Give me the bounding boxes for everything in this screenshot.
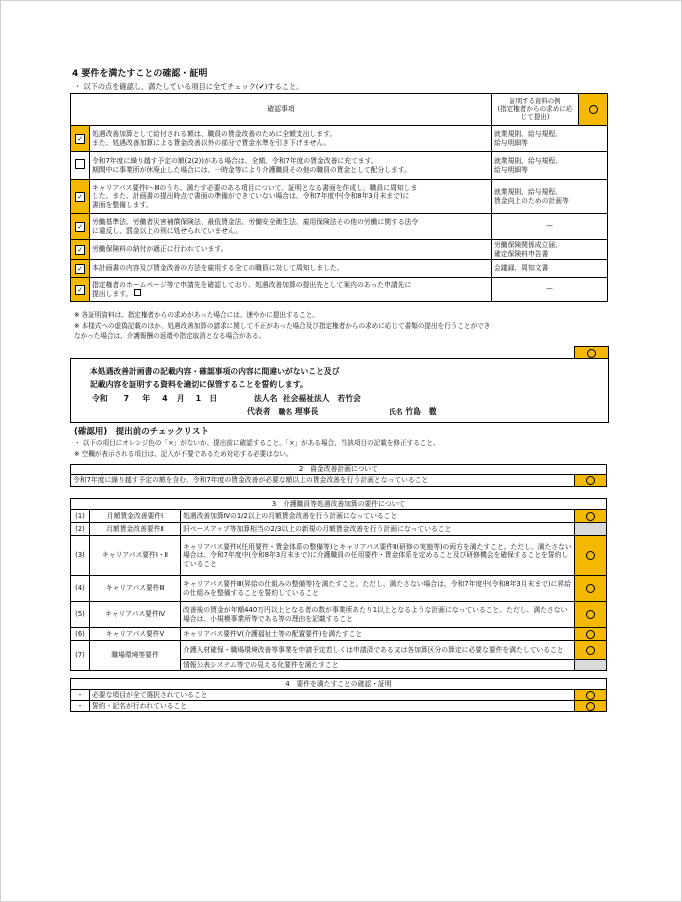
item-text: 必要な項目が全て選択されていること [90,690,575,701]
name-value[interactable]: 竹島 徹 [405,407,437,416]
checklist-sec4-table [70,678,607,712]
checklist-sec3-table [70,498,607,671]
sec2-row-text: 令和7年度に繰り越す予定の額を含む、令和7年度の賃金改善が必要な額以上の賃金改善を行う計画となっていること [71,475,575,487]
status-cell [575,602,607,628]
status-cell [575,510,607,523]
status-cell-blank [575,523,607,536]
name-row: 氏名 竹島 徹 [389,407,437,416]
row-text: 指定権者のホームページ等で申請先を確認しており、処遇改善加算の提出先として案内のあった申請先に 提出します。 [90,278,492,302]
row-number: (3) [71,536,90,576]
row-evidence: — [492,278,608,302]
row-checkbox-cell[interactable] [71,180,90,214]
col-header-item: 確認事項 [71,94,492,126]
bullet: ・ [71,690,90,701]
day-value[interactable]: 1 [195,394,202,403]
corp-name-row: 法人名 社会福祉法人 若竹会 [254,394,361,403]
pledge-date: 令和 7 年 4 月 1 日 [92,394,218,403]
status-cell [575,701,607,712]
corp-name-value[interactable]: 社会福祉法人 若竹会 [282,394,361,403]
year-value[interactable]: 7 [123,394,130,403]
row-text: 本計画書の内容及び賃金改善の方法を雇用する全ての職員に対して周知しました。 [90,260,492,278]
instruction-text: ・ 以下の点を確認し、満たしている項目に全てチェック(✔)すること。 [74,82,304,91]
checklist-bullet-1: ・ 以下の項目にオレンジ色の「×」がないか、提出前に確認すること。「×」がある場合、当該項目の記載を修正すること。 [74,439,440,447]
pledge-line-2: 記載内容を証明する資料を適切に保管することを誓約します。 [90,380,308,389]
requirement-text: 改善後の賃金が年額440万円以上となる者の数が事業所あたり1以上となるような計画になっていること。ただし、満たさない場合は、小規模事業所等である等の理由を記載すること [181,602,575,628]
row-text: 処遇改善加算として給付される額は、職員の賃金改善のために全額支出します。 また、処遇改善加算による賃金改善以外の部分で賃金水準を引き下げません。 [90,126,492,152]
row-number: (6) [71,628,90,641]
row-number: (2) [71,523,90,536]
row-text: キャリアパス要件Ⅰ～Ⅲのうち、満たす必要のある項目について、証明となる書面を作成し、職員に周知しま した。また、計画書の提出時点で書面の準備ができていない場合は、令和7年度中(令和8年3月末まで)に 書面を整備します。 [90,180,492,214]
month-value[interactable]: 4 [162,394,168,403]
row-evidence: 就業規則、給与規程、 賃金向上のための計画等 [492,180,608,214]
requirement-name: キャリアパス要件Ⅰ・Ⅱ [90,536,181,576]
row-text: 労働基準法、労働者災害補償保険法、最低賃金法、労働安全衛生法、雇用保険法その他の労働に関する法令 に違反し、罰金以上の刑に処せられていません。 [90,214,492,240]
checkbox-icon[interactable]: ✓ [75,222,85,232]
row-text: 令和7年度に繰り越す予定の額(2(2))がある場合は、全額、令和7年度の賃金改善に充てます。 期間中に事業所が休廃止した場合には、一時金等により介護職員その他の職員の賃金として配分します。 [90,152,492,180]
checkbox-icon[interactable]: ✓ [75,134,85,144]
ok-circle-icon [586,646,595,655]
row-checkbox-cell[interactable] [71,126,90,152]
bullet: ・ [71,701,90,712]
requirement-name: 月額賃金改善要件Ⅰ [90,510,181,523]
checkbox-icon[interactable]: ✓ [75,285,85,295]
checkbox-icon[interactable]: ✓ [75,192,85,202]
requirement-name: キャリアパス要件Ⅲ [90,576,181,602]
confirmation-table [70,93,608,302]
checkbox-icon[interactable]: ✓ [75,264,85,274]
rep-row: 代表者 職名 理事長 [247,407,319,416]
note-2: ※ 本様式への虚偽記載のほか、処遇改善加算の請求に関して不正があった場合及び指定権者からの求めに応じて書類の提出を行うことができ [74,322,491,330]
ok-circle-icon [586,691,595,700]
row-evidence: 労働保険関係成立届、 確定保険料申告書 [492,240,608,260]
ok-circle-icon [586,551,595,560]
sec4-title: 4 要件を満たすことの確認・証明 [71,679,607,690]
row-checkbox-cell[interactable] [71,240,90,260]
section-title: 4 要件を満たすことの確認・証明 [72,69,208,79]
requirement-text: 情報公表システム等での見える化要件を満たすこと [181,660,575,671]
pledge-box [70,358,609,423]
requirement-text: キャリアパス要件Ⅴ(介護福祉士等の配置要件)を満たすこと [181,628,575,641]
pledge-line-1: 本処遇改善計画書の記載内容・確認事項の内容に間違いがないこと及び [90,367,340,376]
requirement-name: 職場環境等要件 [90,641,181,671]
requirement-text: 介護人材確保・職場環境改善等事業を申請予定若しくは申請済である又は各加算区分の算定に必要な要件を満たしていること [181,641,575,660]
row-text: 労働保険料の納付が適正に行われています。 [90,240,492,260]
ok-circle-icon [589,105,598,114]
row-evidence: 就業規則、給与規程、 給与明細等 [492,152,608,180]
status-cell [575,690,607,701]
status-cell-blank [575,660,607,671]
row-checkbox-cell[interactable] [71,152,90,180]
ok-circle-icon [586,476,595,485]
header-status-cell [579,94,608,126]
sec2-title: 2 資金改善計画について [71,465,607,475]
requirement-name: 月額賃金改善要件Ⅱ [90,523,181,536]
col-header-evidence: 証明する資料の例 (指定権者からの求めに応 じて提出) [492,94,579,126]
note-1: ※ 各証明資料は、指定権者からの求めがあった場合には、速やかに提出すること。 [74,311,319,319]
row-checkbox-cell[interactable] [71,214,90,240]
requirement-text: 処遇改善加算Ⅳの1/2以上の月額賃金改善を行う計画になっていること [181,510,575,523]
requirement-text: 旧ベースアップ等加算相当の2/3以上の新規の月額賃金改善を行う計画になっていること [181,523,575,536]
ok-circle-icon [587,349,596,358]
item-text: 誓約・記名が行われていること [90,701,575,712]
checklist-sec2-table [70,464,607,487]
row-number: (4) [71,576,90,602]
row-number: (5) [71,602,90,628]
requirement-name: キャリアパス要件Ⅳ [90,602,181,628]
row-evidence: 会議録、周知文書 [492,260,608,278]
ok-circle-icon [586,512,595,521]
checklist-bullet-2: ※ 空欄が表示される項目は、記入が不要であるため対応する必要はない。 [74,450,293,458]
status-cell [575,628,607,641]
requirement-text: キャリアパス要件Ⅲ(昇給の仕組みの整備等)を満たすこと。ただし、満たさない場合は、令和7年度中(令和8年3月末まで)に昇給の仕組みを整備することを誓約していること [181,576,575,602]
position-value[interactable]: 理事長 [294,407,319,416]
requirement-name: キャリアパス要件Ⅴ [90,628,181,641]
sec3-title: 3 介護職員等処遇改善加算の要件について [71,499,607,510]
status-cell [575,576,607,602]
status-cell [575,641,607,660]
checkbox-icon[interactable]: ✓ [75,245,85,255]
checkbox-icon[interactable] [75,159,85,169]
row-evidence: 就業規則、給与規程、 給与明細等 [492,126,608,152]
ok-circle-icon [586,702,595,711]
note-3: なかった場合は、介護報酬の返還や指定取消となる場合がある。 [74,332,266,340]
status-cell [575,536,607,576]
row-number: (7) [71,641,90,671]
ok-circle-icon [586,610,595,619]
ok-circle-icon [586,584,595,593]
ok-circle-icon [586,630,595,639]
row-number: (1) [71,510,90,523]
row-checkbox-cell[interactable] [71,278,90,302]
requirement-text: キャリアパス要件Ⅰ(任用要件・賃金体系の整備等)とキャリアパス要件Ⅱ(研修の実施等)の両方を満たすこと。ただし、満たさない場合は、令和7年度中(令和8年3月末まで)に介護職員の任用要件・賃金体系を定めること及び研修機会を確保することを誓約していること [181,536,575,576]
row-checkbox-cell[interactable] [71,260,90,278]
checklist-title: (確認用) 提出前のチェックリスト [74,427,209,437]
sec2-status-cell [575,475,607,487]
row-evidence: — [492,214,608,240]
